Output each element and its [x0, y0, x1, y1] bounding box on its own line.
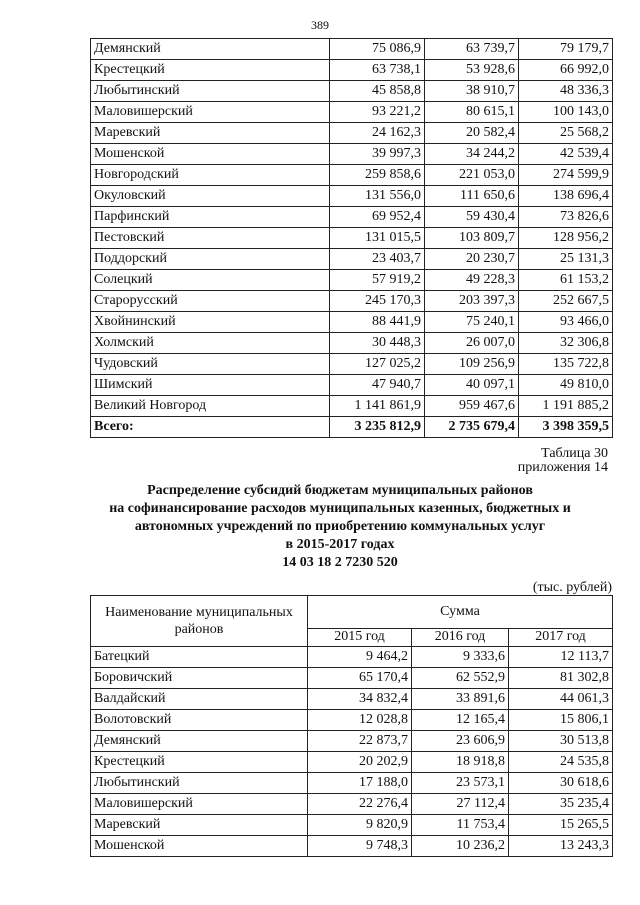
- value-2017-cell: 48 336,3: [519, 81, 613, 102]
- value-2015-cell: 45 858,8: [330, 81, 425, 102]
- value-2016-cell: 62 552,9: [412, 668, 509, 689]
- value-2017-cell: 24 535,8: [509, 752, 613, 773]
- value-2016-cell: 20 230,7: [425, 249, 519, 270]
- table-row: [91, 81, 613, 102]
- table-row: [91, 668, 613, 689]
- district-name-cell: Пестовский: [91, 228, 330, 249]
- value-2015-cell: 9 748,3: [308, 836, 412, 857]
- district-name-cell: Батецкий: [91, 647, 308, 668]
- table-row: [91, 291, 613, 312]
- district-name-cell: Мошенской: [91, 836, 308, 857]
- value-2016-cell: 27 112,4: [412, 794, 509, 815]
- value-2017-cell: 81 302,8: [509, 668, 613, 689]
- total-value-2017-cell: 3 398 359,5: [519, 417, 613, 438]
- district-name-cell: Маревский: [91, 123, 330, 144]
- table-row: [91, 354, 613, 375]
- table-title-line-3: автономных учреждений по приобретению коммунальных услуг: [134, 519, 546, 534]
- table-row: [91, 102, 613, 123]
- table-row: [91, 773, 613, 794]
- value-2017-cell: 61 153,2: [519, 270, 613, 291]
- table-row: [91, 228, 613, 249]
- value-2016-cell: 103 809,7: [425, 228, 519, 249]
- table-row: [91, 207, 613, 228]
- value-2015-cell: 9 464,2: [308, 647, 412, 668]
- value-2015-cell: 17 188,0: [308, 773, 412, 794]
- value-2017-cell: 138 696,4: [519, 186, 613, 207]
- value-2017-cell: 73 826,6: [519, 207, 613, 228]
- value-2016-cell: 53 928,6: [425, 60, 519, 81]
- table-row: [91, 396, 613, 417]
- district-name-cell: Маревский: [91, 815, 308, 836]
- value-2016-cell: 63 739,7: [425, 39, 519, 60]
- value-2016-cell: 40 097,1: [425, 375, 519, 396]
- value-2016-cell: 959 467,6: [425, 396, 519, 417]
- value-2015-cell: 34 832,4: [308, 689, 412, 710]
- value-2017-cell: 252 667,5: [519, 291, 613, 312]
- table-row: [91, 333, 613, 354]
- table-row: [91, 186, 613, 207]
- units-label: (тыс. рублей): [532, 580, 612, 595]
- value-2016-cell: 221 053,0: [425, 165, 519, 186]
- table-row: [91, 689, 613, 710]
- value-2017-cell: 12 113,7: [509, 647, 613, 668]
- table-code: 14 03 18 2 7230 520: [282, 555, 398, 570]
- value-2015-cell: 131 015,5: [330, 228, 425, 249]
- value-2016-cell: 10 236,2: [412, 836, 509, 857]
- district-name-cell: Солецкий: [91, 270, 330, 291]
- table-row: [91, 710, 613, 731]
- value-2015-cell: 69 952,4: [330, 207, 425, 228]
- value-2017-cell: 135 722,8: [519, 354, 613, 375]
- value-2017-cell: 15 265,5: [509, 815, 613, 836]
- value-2016-cell: 12 165,4: [412, 710, 509, 731]
- value-2017-cell: 79 179,7: [519, 39, 613, 60]
- value-2017-cell: 32 306,8: [519, 333, 613, 354]
- table-row: [91, 165, 613, 186]
- value-2016-cell: 111 650,6: [425, 186, 519, 207]
- value-2016-cell: 59 430,4: [425, 207, 519, 228]
- value-2016-cell: 34 244,2: [425, 144, 519, 165]
- district-name-cell: Любытинский: [91, 773, 308, 794]
- total-district-name-cell: Всего:: [91, 417, 330, 438]
- value-2017-cell: 44 061,3: [509, 689, 613, 710]
- district-name-cell: Любытинский: [91, 81, 330, 102]
- value-2017-cell: 25 568,2: [519, 123, 613, 144]
- district-name-cell: Боровичский: [91, 668, 308, 689]
- district-name-cell: Крестецкий: [91, 60, 330, 81]
- value-2017-cell: 128 956,2: [519, 228, 613, 249]
- value-2016-cell: 80 615,1: [425, 102, 519, 123]
- value-2016-cell: 26 007,0: [425, 333, 519, 354]
- table-row: [91, 417, 613, 438]
- district-name-cell: Волотовский: [91, 710, 308, 731]
- district-name-cell: Новгородский: [91, 165, 330, 186]
- district-name-cell: Крестецкий: [91, 752, 308, 773]
- value-2015-cell: 30 448,3: [330, 333, 425, 354]
- table-row: [91, 752, 613, 773]
- value-2015-cell: 259 858,6: [330, 165, 425, 186]
- value-2016-cell: 109 256,9: [425, 354, 519, 375]
- value-2015-cell: 88 441,9: [330, 312, 425, 333]
- value-2015-cell: 127 025,2: [330, 354, 425, 375]
- value-2015-cell: 9 820,9: [308, 815, 412, 836]
- table-row: [91, 123, 613, 144]
- value-2015-cell: 39 997,3: [330, 144, 425, 165]
- district-name-cell: Мошенской: [91, 144, 330, 165]
- subsidy-table-continued: [90, 38, 613, 438]
- table-title-line-1: Распределение субсидий бюджетам муниципальных районов: [147, 483, 533, 498]
- value-2015-cell: 65 170,4: [308, 668, 412, 689]
- utility-subsidy-table-body: [91, 647, 613, 857]
- value-2017-cell: 35 235,4: [509, 794, 613, 815]
- district-name-cell: Старорусский: [91, 291, 330, 312]
- table-row: [91, 375, 613, 396]
- total-value-2016-cell: 2 735 679,4: [425, 417, 519, 438]
- column-header-2017: 2017 год: [509, 628, 613, 646]
- column-header-name: Наименование муниципальных районов: [91, 596, 308, 647]
- table-row: [91, 815, 613, 836]
- value-2015-cell: 131 556,0: [330, 186, 425, 207]
- district-name-cell: Демянский: [91, 731, 308, 752]
- value-2016-cell: 75 240,1: [425, 312, 519, 333]
- district-name-cell: Холмский: [91, 333, 330, 354]
- value-2017-cell: 15 806,1: [509, 710, 613, 731]
- table-title-line-2: на софинансирование расходов муниципальных казенных, бюджетных и: [109, 501, 571, 516]
- table-row: [91, 836, 613, 857]
- district-name-cell: Окуловский: [91, 186, 330, 207]
- value-2015-cell: 23 403,7: [330, 249, 425, 270]
- value-2015-cell: 93 221,2: [330, 102, 425, 123]
- district-name-cell: Демянский: [91, 39, 330, 60]
- value-2015-cell: 22 276,4: [308, 794, 412, 815]
- value-2017-cell: 1 191 885,2: [519, 396, 613, 417]
- value-2016-cell: 23 573,1: [412, 773, 509, 794]
- value-2017-cell: 13 243,3: [509, 836, 613, 857]
- value-2017-cell: 25 131,3: [519, 249, 613, 270]
- utility-subsidy-table: [90, 595, 613, 857]
- table-row: [91, 647, 613, 668]
- value-2017-cell: 49 810,0: [519, 375, 613, 396]
- value-2016-cell: 9 333,6: [412, 647, 509, 668]
- table-row: [91, 731, 613, 752]
- value-2017-cell: 30 513,8: [509, 731, 613, 752]
- value-2015-cell: 245 170,3: [330, 291, 425, 312]
- table-row: [91, 39, 613, 60]
- value-2017-cell: 66 992,0: [519, 60, 613, 81]
- column-header-2015: 2015 год: [308, 628, 412, 646]
- table-row: [91, 60, 613, 81]
- value-2016-cell: 20 582,4: [425, 123, 519, 144]
- value-2017-cell: 100 143,0: [519, 102, 613, 123]
- table-row: [91, 270, 613, 291]
- district-name-cell: Великий Новгород: [91, 396, 330, 417]
- district-name-cell: Хвойнинский: [91, 312, 330, 333]
- table-row: [91, 249, 613, 270]
- value-2015-cell: 1 141 861,9: [330, 396, 425, 417]
- value-2015-cell: 57 919,2: [330, 270, 425, 291]
- value-2016-cell: 23 606,9: [412, 731, 509, 752]
- value-2016-cell: 49 228,3: [425, 270, 519, 291]
- value-2016-cell: 33 891,6: [412, 689, 509, 710]
- table-row: [91, 312, 613, 333]
- page-number: 389: [311, 18, 329, 32]
- subsidy-table-continued-body: [91, 39, 613, 438]
- value-2017-cell: 93 466,0: [519, 312, 613, 333]
- table-number-label: Таблица 30: [541, 446, 608, 461]
- district-name-cell: Маловишерский: [91, 794, 308, 815]
- value-2015-cell: 63 738,1: [330, 60, 425, 81]
- district-name-cell: Маловишерский: [91, 102, 330, 123]
- column-header-2016: 2016 год: [412, 628, 509, 646]
- district-name-cell: Поддорский: [91, 249, 330, 270]
- district-name-cell: Парфинский: [91, 207, 330, 228]
- appendix-label: приложения 14: [517, 460, 608, 475]
- total-value-2015-cell: 3 235 812,9: [330, 417, 425, 438]
- value-2016-cell: 203 397,3: [425, 291, 519, 312]
- table-row: [91, 144, 613, 165]
- value-2015-cell: 75 086,9: [330, 39, 425, 60]
- value-2017-cell: 274 599,9: [519, 165, 613, 186]
- table-title-line-4: в 2015-2017 годах: [285, 537, 395, 552]
- value-2017-cell: 42 539,4: [519, 144, 613, 165]
- column-header-sum: Сумма: [308, 596, 613, 629]
- value-2016-cell: 18 918,8: [412, 752, 509, 773]
- value-2015-cell: 20 202,9: [308, 752, 412, 773]
- value-2015-cell: 22 873,7: [308, 731, 412, 752]
- district-name-cell: Чудовский: [91, 354, 330, 375]
- value-2016-cell: 11 753,4: [412, 815, 509, 836]
- value-2016-cell: 38 910,7: [425, 81, 519, 102]
- value-2017-cell: 30 618,6: [509, 773, 613, 794]
- table-row: [91, 794, 613, 815]
- district-name-cell: Валдайский: [91, 689, 308, 710]
- value-2015-cell: 12 028,8: [308, 710, 412, 731]
- district-name-cell: Шимский: [91, 375, 330, 396]
- value-2015-cell: 24 162,3: [330, 123, 425, 144]
- value-2015-cell: 47 940,7: [330, 375, 425, 396]
